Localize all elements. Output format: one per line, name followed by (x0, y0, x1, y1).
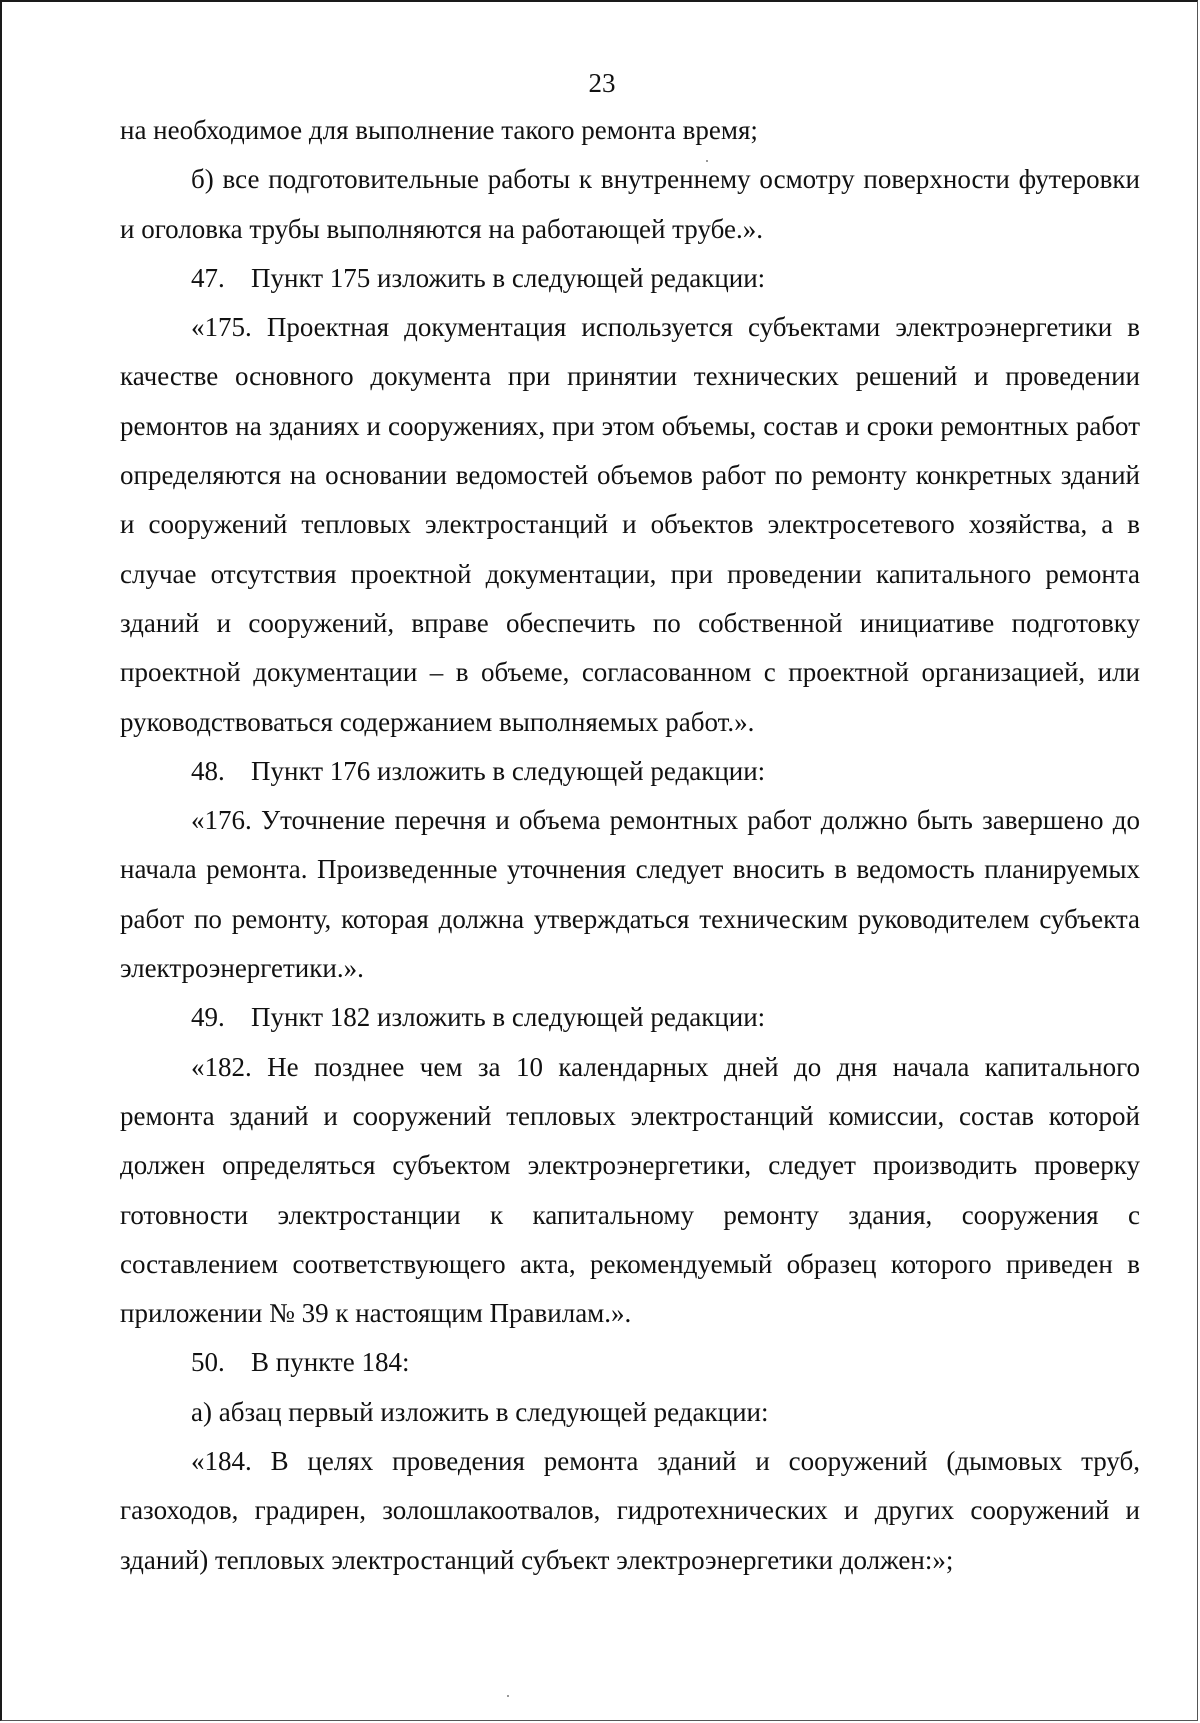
scan-speck (507, 1695, 509, 1697)
paragraph-subitem-a: а) абзац первый изложить в следующей редакции: (191, 1396, 769, 1427)
paragraph-item-47 (120, 254, 1140, 303)
paragraph-point-176: «176. Уточнение перечня и объема ремонтных работ должно быть завершено до начала ремонта. Произведенные уточнения следует вносить в ведомость планируемых работ по ремонту, которая должна утверждаться техническим руководителем субъекта электроэнергетики.». (120, 805, 1140, 984)
item-text: Пункт 182 изложить в следующей редакции: (251, 1002, 766, 1033)
paragraph-item-49 (120, 993, 1140, 1042)
paragraph-continuation: на необходимое для выполнение такого ремонта время; (120, 115, 758, 145)
paragraph-point-182: «182. Не позднее чем за 10 календарных дней до дня начала капитального ремонта зданий и сооружений тепловых электростанций комиссии, состав которой должен определяться субъектом электроэнергетики, следует производить проверку готовности электростанции к капитальному ремонту здания, сооружения с составлением соответствующего акта, рекомендуемый образец которого приведен в приложении № 39 к настоящим Правилам.». (120, 1051, 1140, 1329)
paragraph-item-48 (120, 747, 1140, 796)
item-text: Пункт 176 изложить в следующей редакции: (251, 755, 766, 786)
paragraph-subitem-b: б) все подготовительные работы к внутреннему осмотру поверхности футеровки и оголовка трубы выполняются на работающей трубе.». (120, 164, 1140, 244)
item-number: 48. (191, 755, 225, 786)
item-number: 47. (191, 262, 225, 293)
document-body (120, 106, 1140, 1585)
paragraph-point-184: «184. В целях проведения ремонта зданий и сооружений (дымовых труб, газоходов, градирен, золошлакоотвалов, гидротехнических и других сооружений и зданий) тепловых электростанций субъект электроэнергетики должен:»; (120, 1446, 1140, 1575)
scan-speck (706, 160, 708, 162)
item-number: 50. (191, 1347, 225, 1378)
page-number: 23 (588, 68, 616, 98)
item-text: В пункте 184: (251, 1347, 410, 1378)
paragraph-point-175: «175. Проектная документация используется субъектами электроэнергетики в качестве основного документа при принятии технических решений и проведении ремонтов на зданиях и сооружениях, при этом объемы, состав и сроки ремонтных работ определяются на основании ведомостей объемов работ по ремонту конкретных зданий и сооружений тепловых электростанций и объектов электросетевого хозяйства, а в случае отсутствия проектной документации, при проведении капитального ремонта зданий и сооружений, вправе обеспечить по собственной инициативе подготовку проектной документации – в объеме, согласованном с проектной организацией, или руководствоваться содержанием выполняемых работ.». (120, 312, 1140, 737)
item-number: 49. (191, 1002, 225, 1033)
item-text: Пункт 175 изложить в следующей редакции: (251, 262, 766, 293)
paragraph-item-50 (120, 1338, 1140, 1387)
